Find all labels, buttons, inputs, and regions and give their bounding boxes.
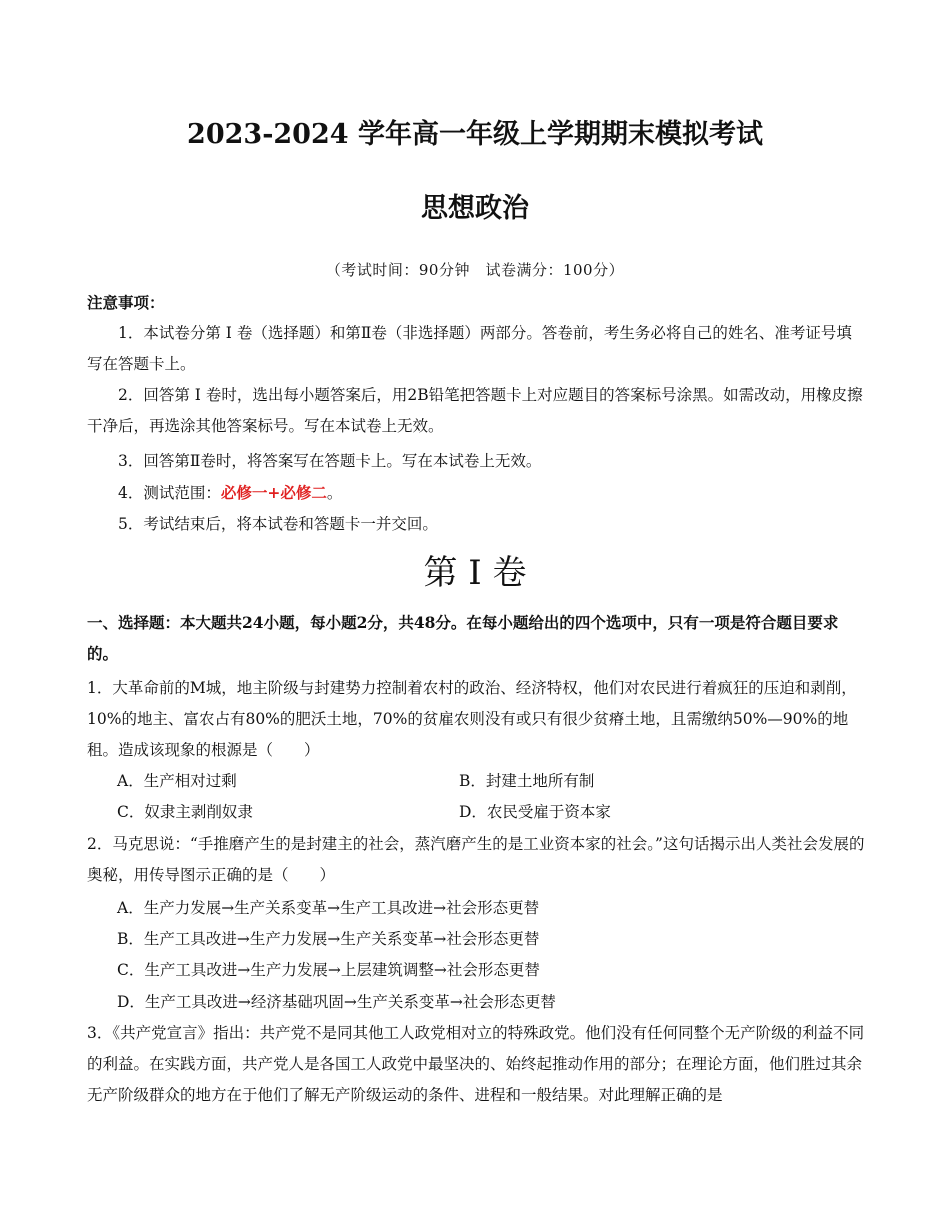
question-2-option-b: B．生产工具改进→生产力发展→生产关系变革→社会形态更替: [117, 930, 540, 948]
section-heading: 一、选择题：本大题共24小题，每小题2分，共48分。在每小题给出的四个选项中，只有一项是符合题目要求的。: [87, 613, 839, 663]
exam-info: （考试时间：90分钟 试卷满分：100分）: [325, 261, 625, 279]
subject-title: 思想政治: [421, 193, 529, 224]
question-1-option-b: B．封建土地所有制: [459, 772, 595, 790]
question-1-stem: 1．大革命前的M城，地主阶级与封建势力控制着农村的政治、经济特权，他们对农民进行着疯狂的压迫和剥削，10%的地主、富农占有80%的肥沃土地，70%的贫雇农则没有或只有很少贫瘠土地，且需缴纳50%—90%的地租。造成该现象的根源是（ ）: [87, 679, 857, 759]
question-1-option-c: C．奴隶主剥削奴隶: [117, 803, 253, 821]
notice-item-1: 1．本试卷分第 I 卷（选择题）和第Ⅱ卷（非选择题）两部分。答卷前，考生务必将自己的姓名、准考证号填写在答题卡上。: [87, 324, 852, 373]
notice-heading: 注意事项：: [87, 293, 165, 312]
notice-item-4: [87, 477, 865, 509]
notice-item-3: 3．回答第Ⅱ卷时，将答案写在答题卡上。写在本试卷上无效。: [118, 452, 542, 470]
question-1-option-d: D．农民受雇于资本家: [459, 803, 611, 821]
volume-title: 第 I 卷: [423, 553, 527, 593]
question-2-option-d: D．生产工具改进→经济基础巩固→生产关系变革→社会形态更替: [117, 993, 556, 1011]
question-2-option-c: C．生产工具改进→生产力发展→上层建筑调整→社会形态更替: [117, 961, 540, 979]
main-title: 2023-2024 学年高一年级上学期期末模拟考试: [187, 119, 763, 150]
notice-item-4-end: 。: [326, 484, 343, 502]
notice-item-5: 5．考试结束后，将本试卷和答题卡一并交回。: [118, 515, 438, 533]
question-3-stem: 3．《共产党宣言》指出：共产党不是同其他工人政党相对立的特殊政党。他们没有任何同整个无产阶级的利益不同的利益。在实践方面，共产党人是各国工人政党中最坚决的、始终起推动作用的部分；在理论方面，他们胜过其余无产阶级群众的地方在于他们了解无产阶级运动的条件、进程和一般结果。对此理解正确的是: [87, 1024, 865, 1104]
question-2-stem: 2．马克思说：“手推磨产生的是封建主的社会，蒸汽磨产生的是工业资本家的社会。”这句话揭示出人类社会发展的奥秘，用传导图示正确的是（ ）: [87, 835, 865, 884]
notice-item-4-label: 4．测试范围：: [118, 484, 221, 502]
question-2-option-a: A．生产力发展→生产关系变革→生产工具改进→社会形态更替: [117, 899, 540, 917]
test-scope: 必修一+必修二: [220, 483, 327, 502]
notice-item-2: 2．回答第 I 卷时，选出每小题答案后，用2B铅笔把答题卡上对应题目的答案标号涂黑。如需改动，用橡皮擦干净后，再选涂其他答案标号。写在本试卷上无效。: [87, 386, 863, 435]
question-1-option-a: A．生产相对过剩: [117, 772, 237, 790]
